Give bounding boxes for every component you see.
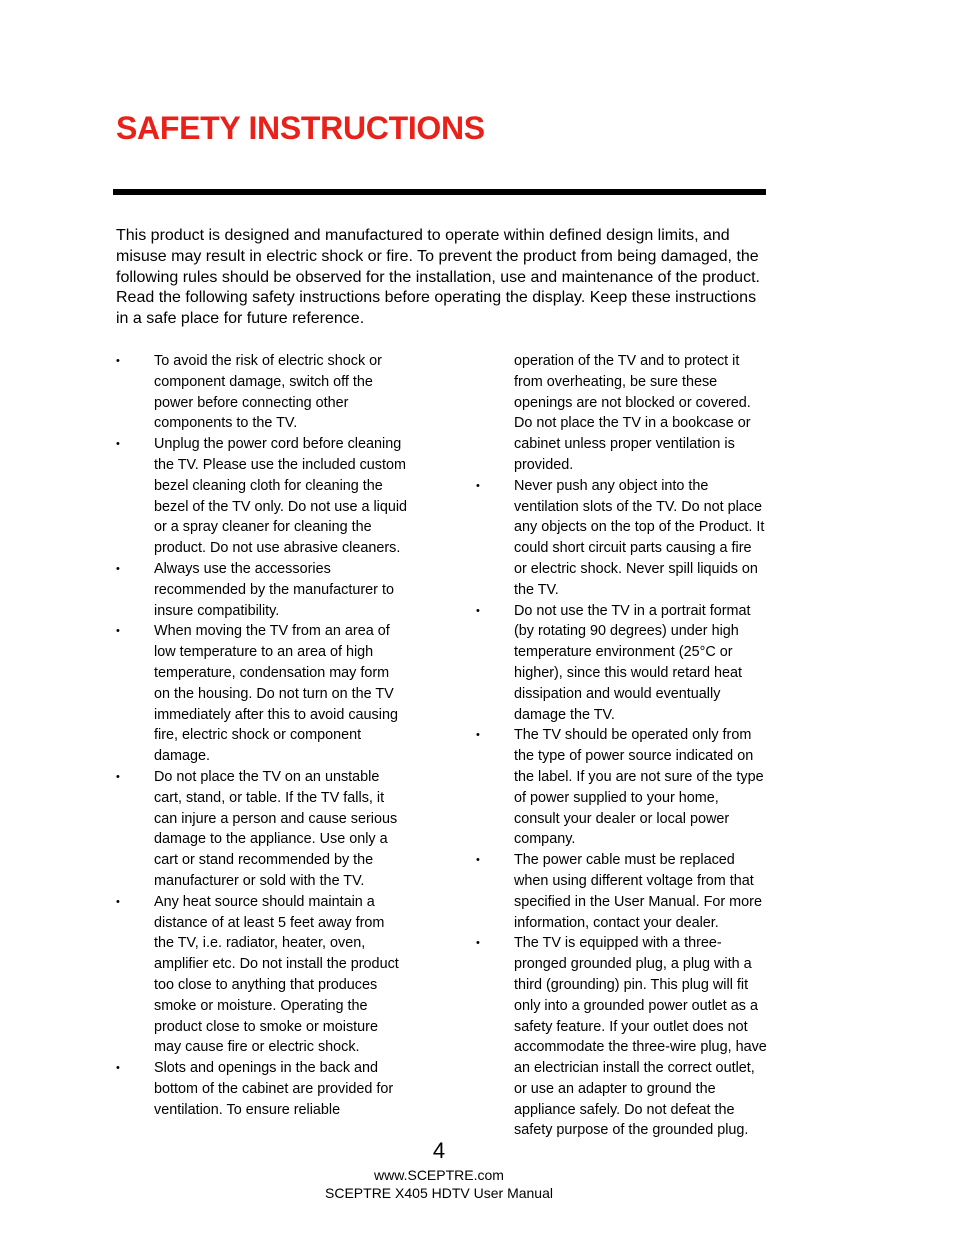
list-item-text: To avoid the risk of electric shock or component damage, switch off the power before connecting other components to the TV.	[154, 353, 382, 432]
bullet-icon: •	[476, 854, 480, 867]
list-item	[116, 892, 408, 1058]
list-item-text: Do not use the TV in a portrait format (by rotating 90 degrees) under high temperature environment (25°C or higher), since this would retard heat dissipation and would eventually damage the TV.	[514, 602, 751, 723]
list-item-text: The TV should be operated only from the type of power source indicated on the label. If you are not sure of the type of power supplied to your home, consult your dealer or local power company.	[514, 727, 764, 848]
page-title: SAFETY INSTRUCTIONS	[116, 110, 485, 146]
bullet-icon: •	[476, 729, 480, 742]
bullet-icon: •	[116, 625, 120, 638]
list-item-text: When moving the TV from an area of low temperature to an area of high temperature, condensation may form on the housing. Do not turn on the TV immediately after this to avoid causing fire, electric shock or component damage.	[154, 623, 398, 765]
footer-manual-title: SCEPTRE X405 HDTV User Manual	[325, 1185, 553, 1201]
list-item-text: The power cable must be replaced when using different voltage from that specified in the User Manual. For more information, contact your dealer.	[514, 852, 762, 931]
list-item	[476, 850, 768, 933]
list-item	[116, 434, 408, 559]
bullet-icon: •	[116, 895, 120, 908]
list-item-text: Slots and openings in the back and bottom of the cabinet are provided for ventilation. To ensure reliable	[154, 1060, 394, 1118]
list-item	[476, 933, 768, 1141]
list-item-text: Unplug the power cord before cleaning the TV. Please use the included custom bezel cleaning cloth for cleaning the bezel of the TV only. Do not use a liquid or a spray cleaner for cleaning the product. Do not use abrasive cleaners.	[154, 436, 408, 557]
list-item-text: Never push any object into the ventilation slots of the TV. Do not place any objects on the top of the Product. It could short circuit parts causing a fire or electric shock. Never spill liquids on the TV.	[514, 477, 765, 598]
bullet-icon: •	[116, 355, 120, 367]
list-item-text: Do not place the TV on an unstable cart, stand, or table. If the TV falls, it can injure a person and cause serious damage to the appliance. Use only a cart or stand recommended by the manufacturer or sold with the TV.	[154, 768, 398, 889]
list-item	[476, 601, 768, 726]
list-item	[116, 767, 408, 892]
safety-list-left	[116, 351, 408, 1120]
list-item	[116, 351, 408, 434]
list-item	[116, 1058, 408, 1120]
bullet-icon: •	[116, 562, 120, 575]
list-item	[476, 476, 768, 601]
footer-website: www.SCEPTRE.com	[374, 1167, 504, 1183]
intro-paragraph: This product is designed and manufactured to operate within defined design limits, and misuse may result in electric shock or fire. To prevent the product from being damaged, the following rules should be observed for the installation, use and maintenance of the product. Read the following safety instructions before operating the display. Keep these instructions in a safe place for future reference.	[116, 227, 760, 328]
list-item-text: operation of the TV and to protect it from overheating, be sure these openings are not blocked or covered. Do not place the TV in a bookcase or cabinet unless proper ventilation is provided.	[514, 353, 751, 473]
list-item	[116, 559, 408, 621]
bullet-icon: •	[476, 604, 480, 617]
list-item-text: Any heat source should maintain a distance of at least 5 feet away from the TV, i.e. radiator, heater, oven, amplifier etc. Do not install the product too close to anything that produces smoke or moisture. Operating the product close to smoke or moisture may cause fire or electric shock.	[154, 893, 399, 1056]
title-divider	[113, 189, 766, 195]
list-item-text: The TV is equipped with a three-pronged grounded plug, a plug with a third (grounding) pin. This plug will fit only into a grounded power outlet as a safety feature. If your outlet does not accommodate the three-wire plug, have an electrician install the correct outlet, or use an adapter to ground the appliance safely. Do not defeat the safety purpose of the grounded plug.	[514, 935, 767, 1139]
list-item-continuation	[476, 351, 768, 476]
list-item	[116, 621, 408, 767]
list-item-text: Always use the accessories recommended by the manufacturer to insure compatibility.	[154, 560, 394, 619]
bullet-icon: •	[116, 1062, 120, 1075]
bullet-icon: •	[476, 479, 480, 492]
safety-list-right	[476, 351, 768, 1141]
page-number: 4	[432, 1138, 446, 1163]
list-item	[476, 725, 768, 850]
bullet-icon: •	[116, 770, 120, 783]
bullet-icon: •	[116, 438, 120, 451]
bullet-icon: •	[476, 937, 480, 950]
